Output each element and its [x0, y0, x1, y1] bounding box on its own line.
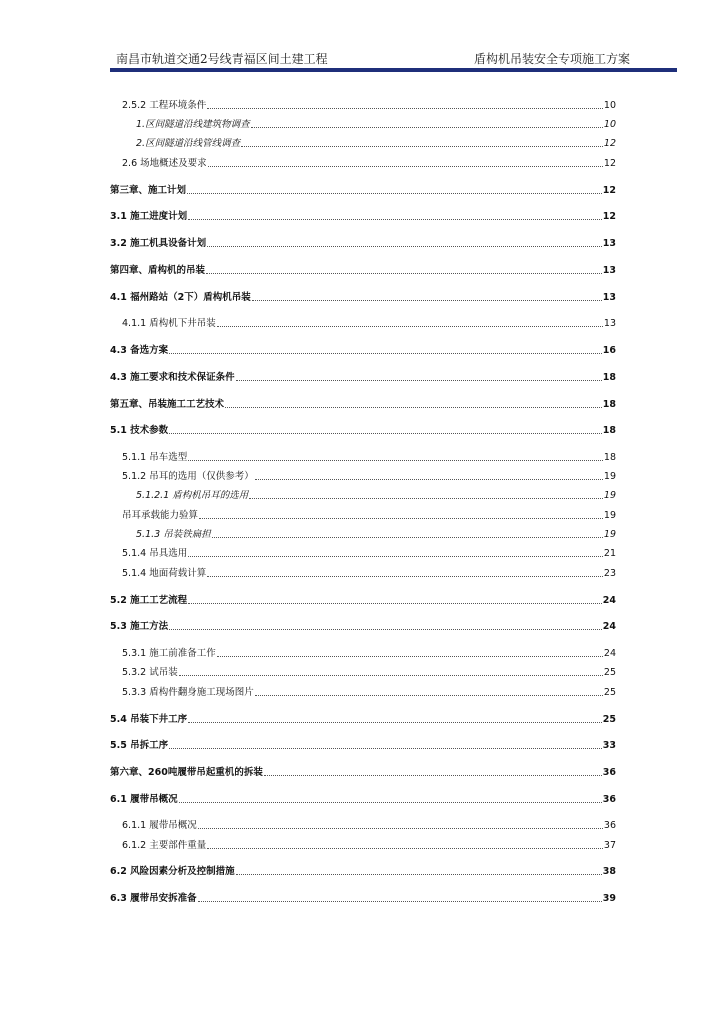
toc-dot-leader: [207, 245, 602, 247]
toc-entry[interactable]: [110, 469, 616, 483]
toc-entry[interactable]: [110, 765, 616, 779]
toc-entry-label: 5.3 施工方法: [110, 621, 169, 632]
toc-entry[interactable]: [110, 712, 616, 726]
toc-entry[interactable]: [110, 209, 616, 223]
toc-dot-leader: [255, 694, 603, 696]
toc-entry-page: 24: [602, 621, 616, 632]
toc-dot-leader: [225, 406, 602, 408]
toc-entry-page: 33: [602, 740, 616, 751]
toc-entry-page: 38: [602, 866, 616, 877]
toc-dot-leader: [255, 478, 603, 480]
toc-entry[interactable]: [110, 508, 616, 522]
toc-entry-page: 12: [602, 211, 616, 222]
toc-entry-label: 6.1 履带吊概况: [110, 794, 178, 805]
toc-dot-leader: [236, 873, 602, 875]
toc-entry-page: 25: [602, 714, 616, 725]
toc-entry-page: 12: [602, 185, 616, 196]
toc-entry[interactable]: [110, 619, 616, 633]
toc-entry-label: 5.1.2.1 盾构机吊耳的选用: [136, 490, 249, 501]
toc-entry-page: 36: [602, 767, 616, 778]
toc-entry[interactable]: [110, 263, 616, 277]
toc-entry[interactable]: [110, 370, 616, 384]
toc-entry-label: 第五章、吊装施工工艺技术: [110, 399, 225, 410]
toc-entry-label: 4.3 施工要求和技术保证条件: [110, 372, 235, 383]
toc-entry-page: 39: [602, 893, 616, 904]
toc-entry-label: 5.3.2 试吊装: [122, 667, 178, 678]
toc-dot-leader: [169, 747, 602, 749]
toc-dot-leader: [179, 674, 603, 676]
toc-dot-leader: [241, 145, 603, 147]
toc-entry[interactable]: [110, 665, 616, 679]
toc-entry-label: 5.1.1 吊车选型: [122, 452, 188, 463]
toc-entry[interactable]: [110, 838, 616, 852]
toc-dot-leader: [188, 721, 602, 723]
toc-entry-page: 37: [603, 840, 616, 851]
toc-entry-label: 吊耳承载能力验算: [122, 510, 199, 521]
toc-entry-label: 2.区间隧道沿线管线调查: [136, 138, 241, 149]
toc-entry-page: 25: [603, 667, 616, 678]
toc-dot-leader: [187, 192, 602, 194]
toc-entry[interactable]: [110, 818, 616, 832]
toc-entry[interactable]: [110, 423, 616, 437]
toc-entry-page: 21: [603, 548, 616, 559]
toc-entry-page: 24: [602, 595, 616, 606]
toc-dot-leader: [198, 900, 602, 902]
toc-entry[interactable]: [110, 450, 616, 464]
toc-dot-leader: [264, 774, 602, 776]
toc-dot-leader: [251, 126, 603, 128]
toc-entry-page: 13: [603, 318, 616, 329]
toc-entry-page: 19: [603, 529, 616, 540]
toc-entry-page: 18: [602, 399, 616, 410]
toc-entry-page: 19: [603, 471, 616, 482]
toc-entry-label: 6.1.2 主要部件重量: [122, 840, 207, 851]
toc-entry[interactable]: [110, 290, 616, 304]
toc-entry[interactable]: [110, 397, 616, 411]
toc-entry[interactable]: [110, 864, 616, 878]
toc-dot-leader: [188, 555, 603, 557]
toc-dot-leader: [199, 517, 603, 519]
toc-entry[interactable]: [110, 156, 616, 170]
toc-entry[interactable]: [110, 546, 616, 560]
toc-entry-page: 13: [602, 265, 616, 276]
toc-dot-leader: [169, 432, 602, 434]
toc-entry-label: 5.1 技术参数: [110, 425, 169, 436]
toc-entry-label: 第三章、施工计划: [110, 185, 187, 196]
toc-dot-leader: [207, 575, 603, 577]
toc-entry[interactable]: [110, 792, 616, 806]
toc-entry[interactable]: [110, 738, 616, 752]
toc-entry[interactable]: [110, 685, 616, 699]
toc-dot-leader: [188, 218, 602, 220]
toc-entry-label: 5.3.3 盾构件翻身施工现场图片: [122, 687, 254, 698]
toc-dot-leader: [198, 827, 603, 829]
toc-entry-page: 19: [603, 510, 616, 521]
toc-dot-leader: [207, 847, 603, 849]
toc-entry-label: 1.区间隧道沿线建筑物调查: [136, 119, 250, 130]
toc-entry[interactable]: [110, 136, 616, 150]
toc-dot-leader: [188, 459, 603, 461]
header-project-title: 南昌市轨道交通2号线青福区间土建工程: [116, 52, 328, 66]
toc-entry-page: 18: [602, 372, 616, 383]
toc-entry[interactable]: [110, 117, 616, 131]
toc-entry-page: 24: [603, 648, 616, 659]
toc-entry-label: 5.5 吊拆工序: [110, 740, 169, 751]
toc-dot-leader: [212, 536, 603, 538]
toc-entry-label: 4.3 备选方案: [110, 345, 169, 356]
toc-entry-page: 18: [602, 425, 616, 436]
toc-entry-label: 3.1 施工进度计划: [110, 211, 188, 222]
toc-dot-leader: [208, 165, 603, 167]
toc-dot-leader: [236, 379, 602, 381]
toc-entry-page: 16: [602, 345, 616, 356]
toc-entry-label: 5.2 施工工艺流程: [110, 595, 188, 606]
toc-entry-page: 12: [603, 138, 616, 149]
toc-entry-page: 18: [603, 452, 616, 463]
toc-entry-label: 5.1.4 吊具选用: [122, 548, 188, 559]
toc-entry[interactable]: [110, 566, 616, 580]
toc-entry-label: 5.4 吊装下井工序: [110, 714, 188, 725]
toc-entry-label: 6.3 履带吊安拆准备: [110, 893, 197, 904]
toc-dot-leader: [188, 602, 602, 604]
toc-entry-page: 23: [603, 568, 616, 579]
toc-entry[interactable]: [110, 891, 616, 905]
toc-entry-page: 25: [603, 687, 616, 698]
toc-entry[interactable]: [110, 343, 616, 357]
toc-entry-page: 13: [602, 238, 616, 249]
toc-entry-label: 3.2 施工机具设备计划: [110, 238, 207, 249]
toc-entry-label: 5.1.3 吊装铁扁担: [136, 529, 211, 540]
toc-entry[interactable]: [110, 98, 616, 112]
toc-dot-leader: [169, 628, 602, 630]
toc-entry[interactable]: [110, 527, 616, 541]
header-document-title: 盾构机吊装安全专项施工方案: [473, 52, 630, 66]
toc-entry-label: 5.1.4 地面荷载计算: [122, 568, 207, 579]
toc-entry[interactable]: [110, 593, 616, 607]
toc-entry-label: 6.2 风险因素分析及控制措施: [110, 866, 235, 877]
toc-entry-page: 19: [603, 490, 616, 501]
toc-entry-page: 10: [603, 119, 616, 130]
toc-dot-leader: [207, 107, 603, 109]
toc-dot-leader: [169, 352, 602, 354]
toc-dot-leader: [179, 801, 602, 803]
toc-entry[interactable]: [110, 183, 616, 197]
toc-entry-page: 36: [602, 794, 616, 805]
toc-entry[interactable]: [110, 646, 616, 660]
toc-dot-leader: [252, 299, 602, 301]
toc-dot-leader: [249, 497, 603, 499]
toc-dot-leader: [206, 272, 602, 274]
toc-entry[interactable]: [110, 316, 616, 330]
toc-entry-label: 6.1.1 履带吊概况: [122, 820, 197, 831]
toc-entry-page: 36: [603, 820, 616, 831]
toc-entry-page: 12: [603, 158, 616, 169]
toc-entry-page: 10: [603, 100, 616, 111]
toc-entry-page: 13: [602, 292, 616, 303]
toc-entry-label: 4.1.1 盾构机下井吊装: [122, 318, 216, 329]
toc-entry[interactable]: [110, 236, 616, 250]
toc-entry-label: 5.1.2 吊耳的选用（仅供参考）: [122, 471, 254, 482]
toc-entry-label: 2.5.2 工程环境条件: [122, 100, 207, 111]
toc-entry-label: 2.6 场地概述及要求: [122, 158, 207, 169]
toc-entry-label: 第六章、260吨履带吊起重机的拆装: [110, 767, 263, 778]
toc-entry-label: 5.3.1 施工前准备工作: [122, 648, 216, 659]
toc-entry[interactable]: [110, 488, 616, 502]
toc-entry-label: 4.1 福州路站（2下）盾构机吊装: [110, 292, 251, 303]
toc-entry-label: 第四章、盾构机的吊装: [110, 265, 206, 276]
toc-dot-leader: [217, 325, 603, 327]
toc-dot-leader: [217, 655, 603, 657]
